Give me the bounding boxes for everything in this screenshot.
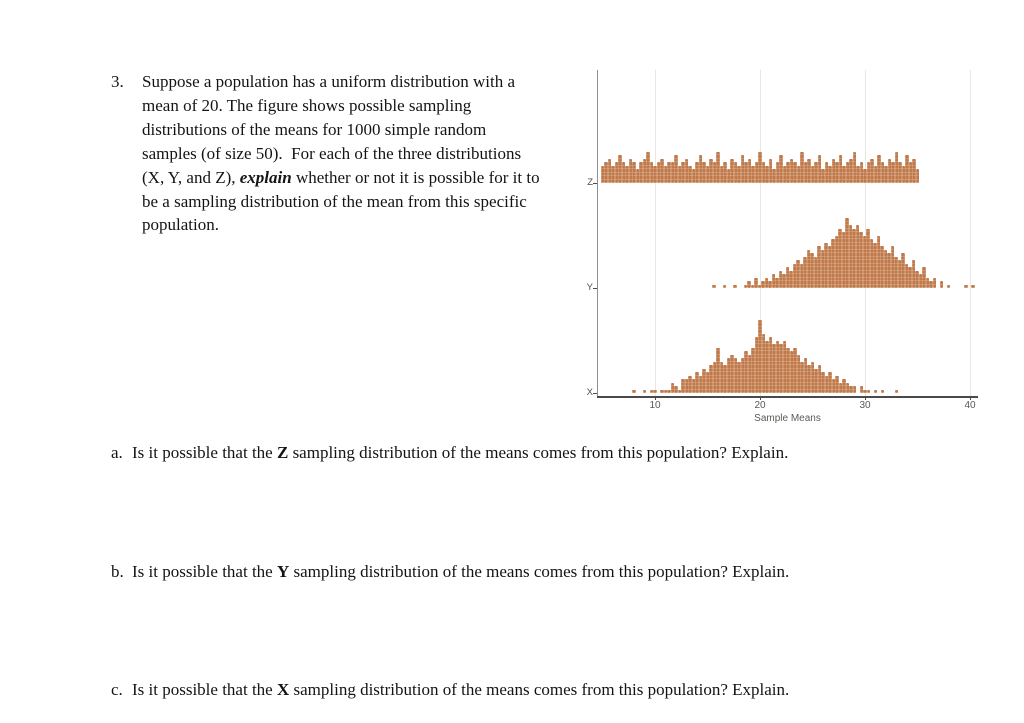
distribution-letter: Z [276,443,289,462]
dot-column-x [643,390,647,394]
dot-column-z [912,159,916,184]
y-axis-spine [597,70,598,396]
dot-column-x [846,383,850,394]
dot-column-x [650,390,654,394]
dot-column-z [730,159,734,184]
dot-column-z [814,162,818,183]
dot-column-z [716,152,720,184]
sub-question-post: sampling distribution of the means comes from this population? Explain. [288,443,789,462]
dot-column-x [702,369,706,394]
dot-column-z [895,152,899,184]
dot-column-y [866,229,870,289]
dot-column-z [639,162,643,183]
dot-column-y [758,285,762,289]
dot-column-y [877,236,881,289]
dot-column-z [762,162,766,183]
dot-column-y [723,285,727,289]
dot-column-z [688,166,692,184]
dot-column-y [852,229,856,289]
row-label-x: X [586,387,593,398]
x-axis-tick [760,396,761,400]
gridline [970,70,971,396]
dot-column-z [751,166,755,184]
dot-column-z [849,159,853,184]
row-tick [593,393,597,394]
question-number: 3. [111,72,124,91]
dot-column-z [636,169,640,183]
dot-column-z [804,162,808,183]
x-axis-tick [865,396,866,400]
dot-column-z [671,162,675,183]
dot-column-y [926,278,930,289]
dot-column-z [877,155,881,183]
dot-column-x [786,348,790,394]
dot-column-x [758,320,762,394]
question-line-pre: (X, Y, and Z), [142,167,240,187]
dot-column-x [860,386,864,393]
dot-column-y [880,246,884,288]
dot-column-x [727,358,731,393]
dot-column-z [888,159,892,184]
dot-column-y [803,257,807,289]
dot-column-z [667,162,671,183]
question-line: mean of 20. The figure shows possible sampling [142,95,472,115]
dot-column-y [838,229,842,289]
dot-column-x [744,351,748,393]
dot-column-z [807,159,811,184]
dot-column-x [804,358,808,393]
dot-column-y [733,285,737,289]
dot-column-x [895,390,899,394]
sub-question-label: a. [111,443,123,462]
dot-column-x [821,372,825,393]
row-tick [593,288,597,289]
dot-column-y [751,285,755,289]
dot-column-y [814,257,818,289]
dot-column-z [909,162,913,183]
dot-column-y [856,225,860,288]
dot-column-y [845,218,849,288]
dot-column-z [856,166,860,184]
dot-column-x [741,358,745,393]
sub-question-c [111,680,789,700]
dot-column-x [653,390,657,394]
dot-column-x [881,390,885,394]
dot-column-z [828,166,832,184]
dot-column-y [842,232,846,288]
dot-column-z [685,159,689,184]
dot-column-z [800,152,804,184]
dot-column-z [818,155,822,183]
dot-column-y [786,267,790,288]
question-line: samples (of size 50). For each of the three distributions [142,143,522,163]
dot-column-z [622,162,626,183]
dot-column-z [632,162,636,183]
dot-column-x [863,390,867,394]
dot-column-y [796,260,800,288]
dot-column-z [678,166,682,184]
dot-column-z [916,169,920,183]
dot-column-y [929,281,933,288]
dot-column-x [723,365,727,393]
dot-column-x [839,383,843,394]
dot-column-z [674,155,678,183]
dot-column-z [758,152,762,184]
dot-column-y [905,264,909,289]
sub-question-a [111,443,788,463]
dot-column-x [678,390,682,394]
dot-column-z [660,159,664,184]
question-line: population. [142,215,219,235]
x-axis-tick-label: 40 [964,400,976,411]
dot-column-z [905,155,909,183]
dot-column-y [912,260,916,288]
dot-column-y [859,232,863,288]
dot-column-x [720,362,724,394]
dot-column-x [713,362,717,394]
distribution-letter: X [276,680,290,699]
explain-emphasis: explain [239,167,292,187]
dot-column-x [772,344,776,393]
dot-column-z [748,159,752,184]
x-axis-tick-label: 30 [859,400,871,411]
dot-column-y [849,225,853,288]
dot-column-z [615,162,619,183]
dot-column-z [891,162,895,183]
dot-column-x [674,386,678,393]
dot-column-z [653,166,657,184]
dot-column-z [870,159,874,184]
dot-column-y [873,243,877,289]
dot-column-y [863,236,867,289]
dot-column-z [835,162,839,183]
dot-column-x [734,358,738,393]
dot-column-x [748,355,752,394]
dot-column-x [716,348,720,394]
dot-column-y [898,260,902,288]
dot-column-y [712,285,716,289]
dot-column-z [720,166,724,184]
dot-column-z [811,166,815,184]
dot-column-z [821,169,825,183]
dot-column-y [800,264,804,289]
dot-column-z [608,159,612,184]
dot-column-y [947,285,951,289]
dot-column-x [709,365,713,393]
dot-column-y [870,239,874,288]
dot-column-z [702,162,706,183]
dot-column-x [769,337,773,393]
dot-column-y [821,250,825,289]
dot-column-z [713,162,717,183]
dot-column-z [765,166,769,184]
row-label-y: Y [586,282,593,293]
dot-column-y [891,246,895,288]
dot-column-x [751,348,755,394]
dot-column-z [842,166,846,184]
dot-column-x [835,376,839,394]
question-line: Suppose a population has a uniform distribution with a [142,72,516,91]
dot-column-z [779,155,783,183]
dot-column-x [867,390,871,394]
dot-column-z [646,152,650,184]
dot-column-x [688,376,692,394]
dot-column-z [783,166,787,184]
sub-question-pre: Is it possible that the [132,562,277,581]
dot-column-z [853,152,857,184]
dot-column-x [660,390,664,394]
sub-question-post: sampling distribution of the means comes from this population? Explain. [289,562,790,581]
question-line [142,166,540,190]
dot-column-y [908,267,912,288]
dot-column-y [887,253,891,288]
dot-column-y [915,271,919,289]
dot-column-z [611,166,615,184]
dot-column-z [867,162,871,183]
dot-column-z [629,159,633,184]
dot-column-z [860,162,864,183]
dot-column-x [681,379,685,393]
dot-column-x [762,334,766,394]
dot-column-x [811,362,815,394]
dot-column-z [839,155,843,183]
dot-column-z [825,162,829,183]
dot-column-z [681,162,685,183]
dot-column-x [814,369,818,394]
question-line: distributions of the means for 1000 simple random [142,119,487,139]
dot-column-z [695,162,699,183]
x-axis-line [597,396,978,398]
dot-column-x [790,351,794,393]
dot-column-y [835,236,839,289]
dot-column-z [881,162,885,183]
dot-column-z [723,162,727,183]
dot-column-x [853,386,857,393]
dot-column-z [769,159,773,184]
dot-column-y [747,281,751,288]
dot-column-x [797,355,801,394]
dot-column-x [755,337,759,393]
sub-question-label: c. [111,680,123,699]
dot-column-z [604,162,608,183]
dot-column-y [782,274,786,288]
dot-column-y [828,246,832,288]
dot-column-z [741,155,745,183]
dot-column-x [685,379,689,393]
dot-column-x [874,390,878,394]
dot-column-x [825,376,829,394]
dot-column-y [817,246,821,288]
dot-column-x [849,386,853,393]
dot-column-z [832,159,836,184]
row-tick [593,183,597,184]
dot-column-y [779,271,783,289]
dot-column-y [772,274,776,288]
x-axis-tick [655,396,656,400]
dot-column-x [706,372,710,393]
dot-column-z [650,162,654,183]
dot-column-z [776,162,780,183]
row-label-z: Z [587,177,593,188]
dot-column-x [828,372,832,393]
dot-column-x [783,341,787,394]
gridline [655,70,656,396]
dot-column-x [632,390,636,394]
sub-question-label: b. [111,562,124,581]
dot-column-z [755,162,759,183]
dot-column-z [846,162,850,183]
dot-column-z [744,162,748,183]
dot-column-z [790,159,794,184]
dot-column-z [902,166,906,184]
dot-column-x [832,379,836,393]
dot-column-y [754,278,758,289]
dot-column-y [744,285,748,289]
sub-question-pre: Is it possible that the [132,443,277,462]
dot-column-y [768,281,772,288]
dot-column-z [898,162,902,183]
dot-column-x [765,341,769,394]
x-axis-tick [970,396,971,400]
dot-column-x [776,341,780,394]
dot-column-y [964,285,968,289]
dot-column-x [699,376,703,394]
dot-column-z [772,169,776,183]
dot-column-y [919,274,923,288]
dot-column-x [730,355,734,394]
sub-question-b [111,562,789,582]
dot-column-z [618,155,622,183]
dot-column-y [824,243,828,289]
dot-column-z [737,166,741,184]
dot-column-z [734,162,738,183]
dot-column-x [842,379,846,393]
dot-column-y [810,253,814,288]
dot-column-z [797,166,801,184]
question-line: be a sampling distribution of the mean from this specific [142,191,527,211]
dot-column-x [671,383,675,394]
dot-column-x [779,344,783,393]
dot-column-y [789,271,793,289]
dot-column-y [901,253,905,288]
question-text [142,70,540,237]
dot-column-y [971,285,975,289]
dot-column-x [667,390,671,394]
dot-column-x [807,365,811,393]
dot-column-y [884,250,888,289]
dot-column-x [695,372,699,393]
dot-column-y [894,257,898,289]
question-3 [111,70,540,237]
x-axis-tick-label: 10 [649,400,661,411]
dot-column-z [786,162,790,183]
dot-column-y [775,278,779,289]
dot-column-z [699,155,703,183]
dot-column-x [737,362,741,394]
dot-column-y [807,250,811,289]
x-axis-tick-label: 20 [754,400,766,411]
x-axis-title: Sample Means [754,413,821,424]
dot-column-y [793,264,797,289]
dot-column-z [692,169,696,183]
dot-column-z [863,169,867,183]
sub-question-pre: Is it possible that the [132,680,277,699]
dot-column-x [818,365,822,393]
gridline [760,70,761,396]
dot-column-y [831,239,835,288]
dot-column-z [664,166,668,184]
dot-column-x [664,390,668,394]
dot-column-z [874,166,878,184]
dot-column-y [761,281,765,288]
gridline [865,70,866,396]
dot-column-y [922,267,926,288]
dot-column-z [706,166,710,184]
dot-column-y [940,281,944,288]
dot-column-z [884,166,888,184]
dot-column-x [800,362,804,394]
dot-column-x [793,348,797,394]
question-line-post: whether or not it is possible for it to [291,167,540,187]
dot-column-y [933,278,937,289]
dot-column-y [765,278,769,289]
dot-column-z [727,169,731,183]
dot-column-z [625,166,629,184]
sub-question-post: sampling distribution of the means comes from this population? Explain. [289,680,790,699]
dot-column-z [657,162,661,183]
distribution-letter: Y [276,562,290,581]
dot-column-z [601,166,605,184]
dot-column-z [643,159,647,184]
dot-column-z [793,162,797,183]
dot-column-x [692,379,696,393]
dot-column-z [709,159,713,184]
